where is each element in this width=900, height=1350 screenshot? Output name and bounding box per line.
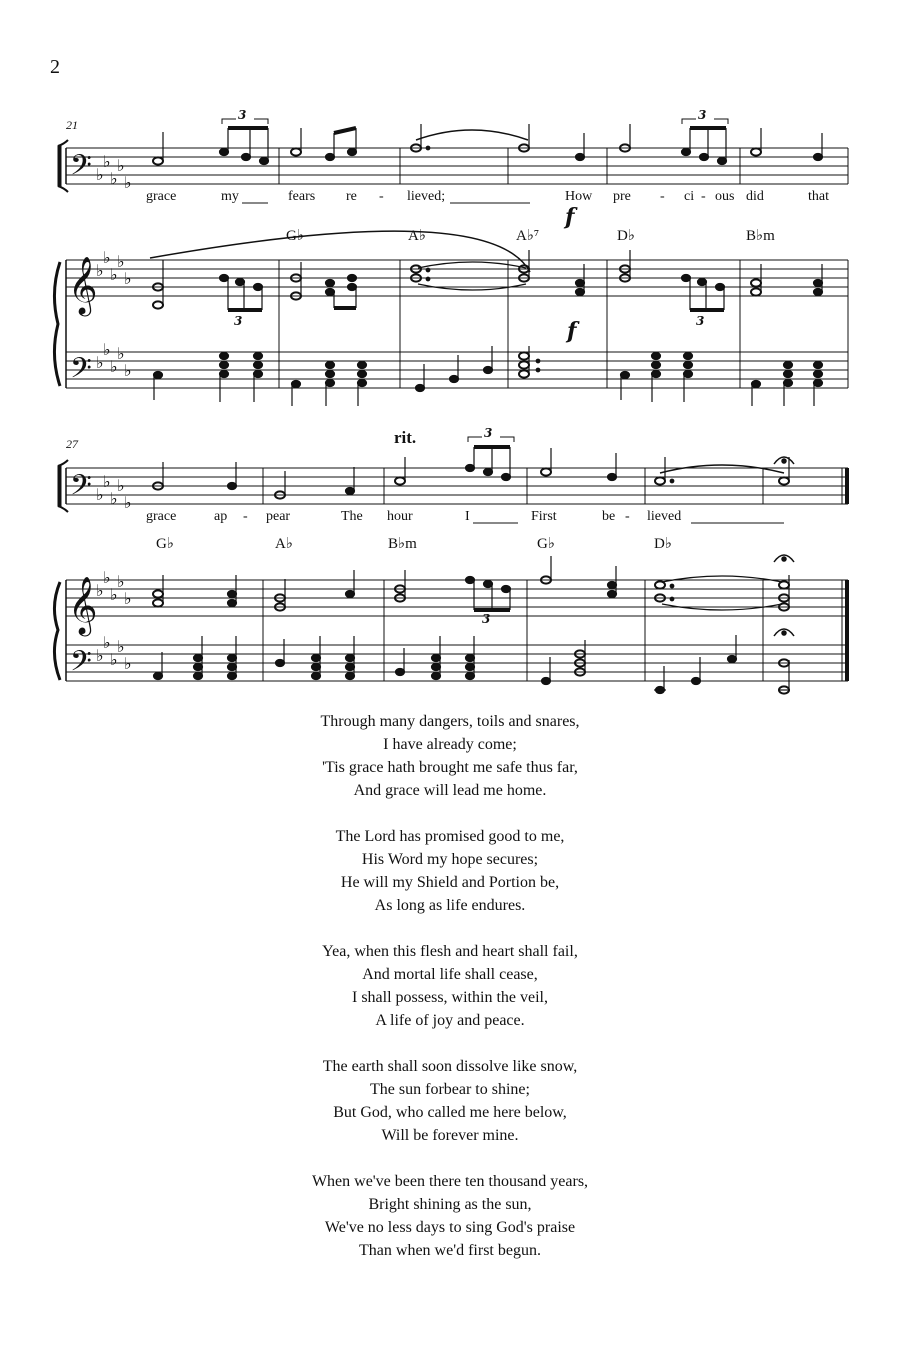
lyric-syllable: pear	[266, 509, 291, 524]
svg-text:𝄢: 𝄢	[70, 149, 92, 189]
svg-text:♭: ♭	[117, 572, 125, 591]
lyric-hyphen: -	[701, 189, 706, 204]
verse-line: And grace will lead me home.	[353, 782, 547, 799]
chord-symbol: B♭m	[388, 536, 417, 552]
svg-text:♭: ♭	[117, 252, 125, 271]
verse-line: Than when we'd first begun.	[359, 1242, 541, 1259]
verse-line: 'Tis grace hath brought me safe thus far,	[322, 759, 578, 776]
svg-text:♭: ♭	[103, 633, 111, 652]
tuplet-number: 3	[482, 612, 491, 626]
verse-line: Will be forever mine.	[381, 1127, 519, 1144]
measure-number: 27	[66, 437, 78, 451]
svg-text:♭: ♭	[96, 261, 104, 280]
svg-text:♭: ♭	[124, 269, 132, 288]
svg-text:𝄢: 𝄢	[70, 469, 92, 509]
lyric-syllable: ap	[214, 509, 228, 524]
tempo-marking: rit.	[394, 428, 417, 447]
lyric-syllable: did	[746, 189, 764, 204]
svg-text:♭: ♭	[124, 173, 132, 192]
svg-text:♭: ♭	[103, 248, 111, 267]
lyric-syllable: The	[341, 509, 363, 524]
tuplet-number: 3	[234, 314, 243, 328]
stanza	[0, 940, 900, 1032]
svg-text:♭: ♭	[96, 646, 104, 665]
svg-text:♭: ♭	[96, 485, 104, 504]
verse-line: As long as life endures.	[374, 897, 526, 914]
svg-text:♭: ♭	[96, 165, 104, 184]
svg-text:♭: ♭	[110, 650, 118, 669]
lyric-syllable: ous	[715, 189, 735, 204]
dynamic-forte: f	[565, 204, 575, 230]
verse-line: His Word my hope secures;	[361, 851, 539, 868]
verses	[0, 710, 900, 1285]
verse-line: And mortal life shall cease,	[362, 966, 538, 983]
svg-text:♭: ♭	[110, 169, 118, 188]
lyric-syllable: that	[808, 189, 829, 204]
svg-text:♭: ♭	[103, 568, 111, 587]
chord-symbol: A♭	[275, 536, 293, 552]
lyric-syllable: I	[465, 509, 470, 524]
verse-line: The Lord has promised good to me,	[335, 828, 565, 845]
lyric-hyphen: -	[660, 189, 665, 204]
verse-line: When we've been there ten thousand years,	[311, 1173, 589, 1190]
svg-text:♭: ♭	[96, 581, 104, 600]
svg-text:𝄞: 𝄞	[68, 256, 98, 314]
lyric-syllable: pre	[613, 189, 631, 204]
svg-text:♭: ♭	[124, 361, 132, 380]
svg-text:♭: ♭	[103, 472, 111, 491]
svg-text:𝄢: 𝄢	[70, 352, 92, 392]
svg-text:♭: ♭	[124, 654, 132, 673]
tuplet-number: 3	[238, 108, 247, 122]
chord-symbol: D♭	[654, 536, 672, 552]
lyric-hyphen: -	[243, 509, 248, 524]
svg-text:♭: ♭	[103, 152, 111, 171]
chord-symbol: D♭	[617, 228, 635, 244]
verse-line: Bright shining as the sun,	[368, 1196, 532, 1213]
lyric-hyphen: -	[379, 189, 384, 204]
chord-symbol: A♭⁷	[516, 228, 540, 244]
lyric-syllable: fears	[288, 189, 316, 204]
tuplet-number: 3	[696, 314, 705, 328]
chord-symbol: G♭	[537, 536, 555, 552]
svg-text:𝄢: 𝄢	[70, 645, 92, 685]
svg-text:♭: ♭	[110, 489, 118, 508]
stanza	[0, 1170, 900, 1262]
verse-line: Through many dangers, toils and snares,	[320, 713, 580, 730]
verse-line: The sun forbear to shine;	[370, 1081, 530, 1098]
svg-text:𝄞: 𝄞	[68, 576, 98, 634]
stanza	[0, 825, 900, 917]
lyric-syllable: my	[221, 189, 239, 204]
svg-text:♭: ♭	[96, 353, 104, 372]
page-number: 2	[50, 56, 60, 78]
verse-line: But God, who called me here below,	[333, 1104, 567, 1121]
svg-text:♭: ♭	[110, 357, 118, 376]
verse-line: He will my Shield and Portion be,	[340, 874, 560, 891]
verse-line: Yea, when this flesh and heart shall fail,	[322, 943, 578, 960]
svg-text:♭: ♭	[117, 156, 125, 175]
chord-symbol: A♭	[408, 228, 426, 244]
svg-text:♭: ♭	[117, 344, 125, 363]
svg-text:♭: ♭	[124, 493, 132, 512]
verse-line: We've no less days to sing God's praise	[324, 1219, 576, 1236]
verse-line: A life of joy and peace.	[375, 1012, 525, 1029]
dynamic-forte: f	[567, 318, 577, 344]
stanza	[0, 710, 900, 802]
lyric-syllable: re	[346, 189, 357, 204]
lyric-syllable: lieved;	[407, 189, 446, 204]
lyric-syllable: be	[602, 509, 616, 524]
measure-number: 21	[66, 118, 78, 132]
chord-symbol: B♭m	[746, 228, 775, 244]
lyric-syllable: grace	[146, 189, 177, 204]
tuplet-number: 3	[698, 108, 707, 122]
svg-text:♭: ♭	[110, 585, 118, 604]
svg-text:♭: ♭	[117, 476, 125, 495]
lyric-syllable: hour	[387, 509, 413, 524]
lyric-hyphen: -	[625, 509, 630, 524]
svg-text:♭: ♭	[124, 589, 132, 608]
lyric-syllable: ci	[684, 189, 695, 204]
verse-line: I have already come;	[383, 736, 517, 753]
stanza	[0, 1055, 900, 1147]
lyric-syllable: lieved	[647, 509, 682, 524]
svg-text:♭: ♭	[117, 637, 125, 656]
verse-line: The earth shall soon dissolve like snow,	[322, 1058, 578, 1075]
verse-line: I shall possess, within the veil,	[352, 989, 548, 1006]
chord-symbol: G♭	[156, 536, 174, 552]
lyric-syllable: grace	[146, 509, 177, 524]
svg-text:♭: ♭	[103, 340, 111, 359]
lyric-syllable: How	[565, 189, 593, 204]
svg-text:♭: ♭	[110, 265, 118, 284]
chord-symbol: G♭	[286, 228, 304, 244]
lyric-syllable: First	[531, 509, 557, 524]
tuplet-number: 3	[484, 426, 493, 440]
